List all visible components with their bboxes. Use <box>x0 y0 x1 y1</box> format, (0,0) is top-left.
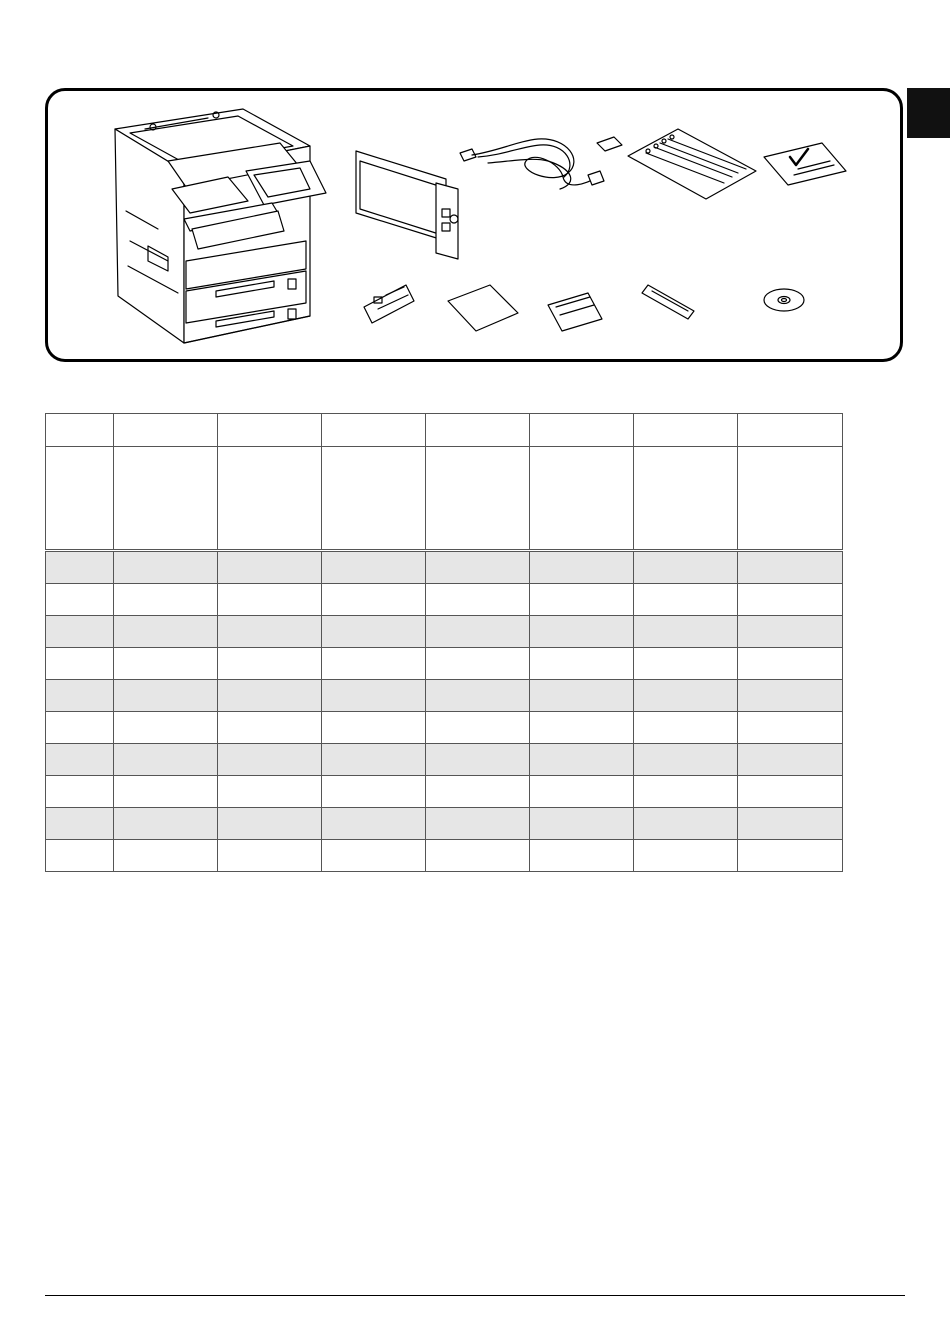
table-row <box>46 776 843 808</box>
cd-rom-icon <box>764 289 804 311</box>
table-cell <box>634 744 738 776</box>
multifunction-printer-icon <box>115 109 326 343</box>
table-cell <box>322 712 426 744</box>
table-cell <box>738 712 843 744</box>
table-cell <box>322 808 426 840</box>
table-header-cell <box>218 414 322 447</box>
table-row <box>46 808 843 840</box>
table-header-cell <box>530 447 634 551</box>
table-cell <box>634 648 738 680</box>
table-cell <box>322 744 426 776</box>
table-cell <box>530 744 634 776</box>
table-cell <box>426 712 530 744</box>
telephone-cable-icon <box>460 139 604 189</box>
table-cell <box>738 680 843 712</box>
section-tab-marker <box>907 88 950 138</box>
table-cell <box>426 616 530 648</box>
table-header-cell <box>322 447 426 551</box>
table-cell <box>218 648 322 680</box>
table-cell <box>46 840 114 872</box>
table-cell <box>46 551 114 584</box>
table-cell <box>530 680 634 712</box>
table-header-cell <box>738 414 843 447</box>
table-header-row <box>46 447 843 551</box>
table-cell <box>218 680 322 712</box>
table-cell <box>738 616 843 648</box>
warning-label-icon <box>364 285 414 323</box>
table-header-cell <box>634 414 738 447</box>
table-row <box>46 744 843 776</box>
barcode-label-icon <box>642 285 694 319</box>
table-row <box>46 680 843 712</box>
table-cell <box>634 808 738 840</box>
table-cell <box>114 680 218 712</box>
package-contents-box <box>45 88 903 362</box>
table-cell <box>218 840 322 872</box>
table-cell <box>738 648 843 680</box>
fax-interface-board-icon <box>356 151 458 259</box>
table-header-cell <box>530 414 634 447</box>
table-cell <box>738 551 843 584</box>
table-cell <box>322 680 426 712</box>
table-cell <box>46 616 114 648</box>
table-row <box>46 840 843 872</box>
table-cell <box>218 584 322 616</box>
table-header-cell <box>634 447 738 551</box>
table-cell <box>530 551 634 584</box>
table-cell <box>46 648 114 680</box>
table-cell <box>322 616 426 648</box>
table-cell <box>426 808 530 840</box>
table-cell <box>426 551 530 584</box>
table-cell <box>322 840 426 872</box>
table-cell <box>218 744 322 776</box>
table-cell <box>530 808 634 840</box>
table-header-cell <box>738 447 843 551</box>
table-header-cell <box>426 414 530 447</box>
table-cell <box>46 680 114 712</box>
table-cell <box>218 712 322 744</box>
table-cell <box>114 744 218 776</box>
name-label-icon <box>548 293 602 331</box>
table-cell <box>46 712 114 744</box>
speed-dial-label-sheet-icon <box>628 129 756 199</box>
table-cell <box>426 776 530 808</box>
table-header-cell <box>322 414 426 447</box>
table-cell <box>114 840 218 872</box>
core-chip-icon <box>597 137 622 151</box>
table-cell <box>114 808 218 840</box>
table-cell <box>738 584 843 616</box>
specification-table <box>45 413 843 872</box>
table-cell <box>46 584 114 616</box>
blank-card-icon <box>448 285 518 331</box>
table-cell <box>322 584 426 616</box>
table-cell <box>218 616 322 648</box>
table-row <box>46 712 843 744</box>
table-cell <box>530 840 634 872</box>
table-header-row <box>46 414 843 447</box>
table-cell <box>634 840 738 872</box>
table-header-cell <box>46 414 114 447</box>
telephone-sticker-icon <box>764 143 846 185</box>
table-cell <box>530 776 634 808</box>
table-cell <box>426 840 530 872</box>
table-header-cell <box>114 447 218 551</box>
table-cell <box>634 680 738 712</box>
table-cell <box>218 776 322 808</box>
table-cell <box>322 776 426 808</box>
table-header-cell <box>114 414 218 447</box>
table-cell <box>114 776 218 808</box>
table-cell <box>426 680 530 712</box>
table-cell <box>114 584 218 616</box>
table-cell <box>46 744 114 776</box>
table-cell <box>738 808 843 840</box>
table-cell <box>46 808 114 840</box>
table-cell <box>114 616 218 648</box>
table-cell <box>634 712 738 744</box>
table-cell <box>634 584 738 616</box>
table-cell <box>426 648 530 680</box>
table-header-cell <box>426 447 530 551</box>
table-row <box>46 616 843 648</box>
table-cell <box>114 648 218 680</box>
table-cell <box>738 840 843 872</box>
table-cell <box>738 776 843 808</box>
footer-rule <box>45 1295 905 1296</box>
table-cell <box>738 744 843 776</box>
table-cell <box>530 584 634 616</box>
table-cell <box>634 551 738 584</box>
table-cell <box>114 551 218 584</box>
table-header-cell <box>218 447 322 551</box>
table-cell <box>426 584 530 616</box>
table-cell <box>322 551 426 584</box>
table-cell <box>114 712 218 744</box>
table-cell <box>218 551 322 584</box>
table-cell <box>634 776 738 808</box>
table-row <box>46 648 843 680</box>
table-cell <box>634 616 738 648</box>
table-cell <box>426 744 530 776</box>
table-cell <box>530 616 634 648</box>
table-row <box>46 551 843 584</box>
table-header-cell <box>46 447 114 551</box>
table-cell <box>530 712 634 744</box>
table-cell <box>218 808 322 840</box>
table-cell <box>322 648 426 680</box>
table-row <box>46 584 843 616</box>
table-cell <box>46 776 114 808</box>
table-cell <box>530 648 634 680</box>
